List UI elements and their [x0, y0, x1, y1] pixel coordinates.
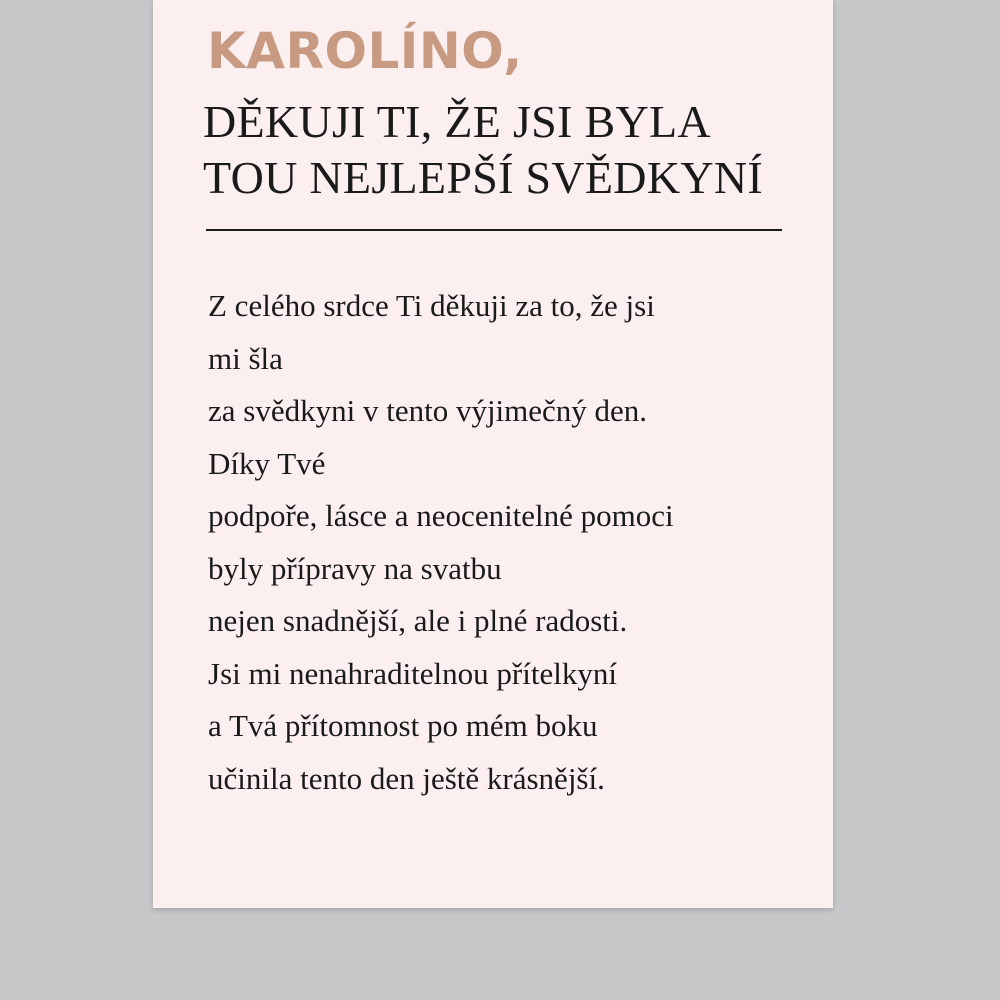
- card-message: [208, 280, 808, 805]
- heading-divider: [206, 229, 782, 231]
- message-line: nejen snadnější, ale i plné radosti.: [208, 603, 628, 638]
- thank-you-card: [153, 0, 833, 908]
- message-line: a Tvá přítomnost po mém boku: [208, 708, 598, 743]
- heading-line: DĚKUJI TI, ŽE JSI BYLA: [203, 96, 711, 147]
- message-line: podpoře, lásce a neocenitelné pomoci: [208, 498, 674, 533]
- message-line: mi šla: [208, 340, 283, 376]
- recipient-name: KAROLÍNO,: [207, 22, 523, 80]
- message-line: učinila tento den ještě krásnější.: [208, 760, 605, 796]
- message-line: Díky Tvé: [208, 445, 326, 481]
- message-line: Jsi mi nenahraditelnou přítelkyní: [208, 655, 617, 691]
- card-heading: [203, 94, 763, 206]
- heading-line: TOU NEJLEPŠÍ SVĚDKYNÍ: [203, 152, 764, 203]
- message-line: byly přípravy na svatbu: [208, 550, 502, 586]
- message-line: za svědkyni v tento výjimečný den.: [208, 393, 648, 428]
- message-line: Z celého srdce Ti děkuji za to, že jsi: [208, 288, 655, 323]
